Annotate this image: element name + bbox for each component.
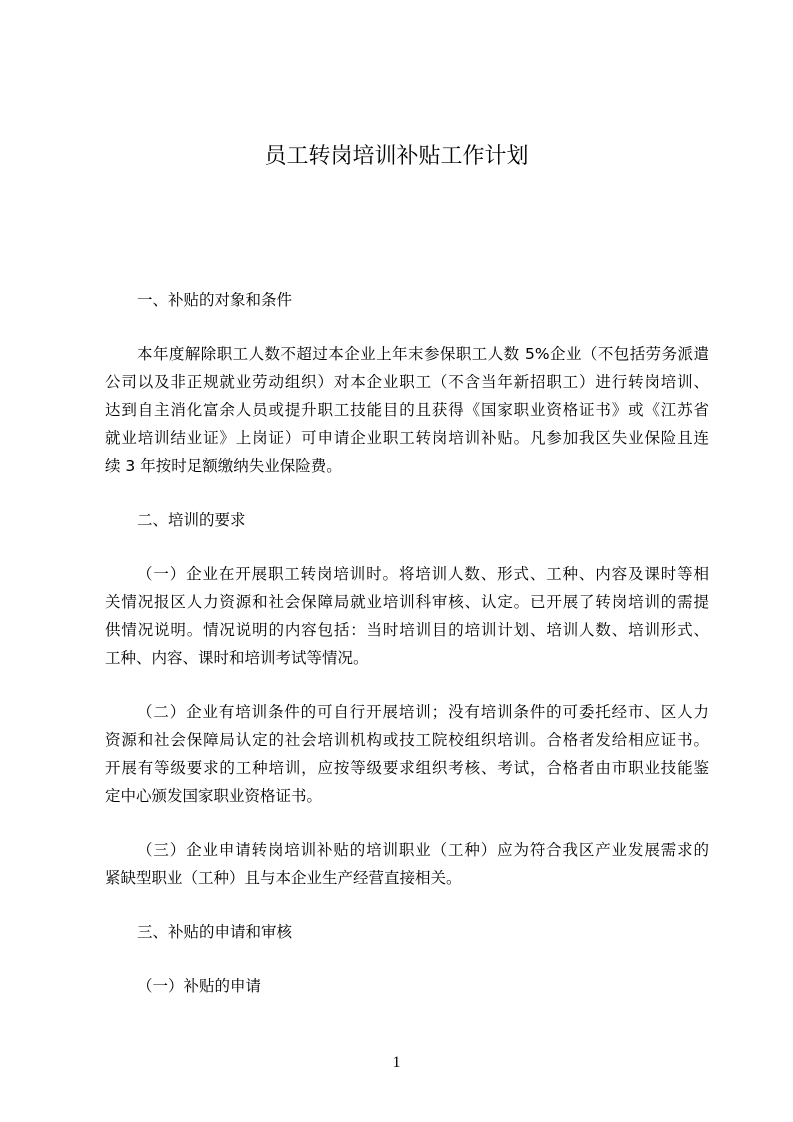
text-line: 就业培训结业证》上岗证）可申请企业职工转岗培训补贴。凡参加我区失业保险且连 bbox=[105, 429, 709, 447]
text-line: 达到自主消化富余人员或提升职工技能目的且获得《国家职业资格证书》或《江苏省 bbox=[105, 401, 709, 419]
text-line: 定中心颁发国家职业资格证书。 bbox=[105, 787, 323, 805]
document-title: 员工转岗培训补贴工作计划 bbox=[264, 144, 529, 169]
text-line: 关情况报区人力资源和社会保障局就业培训科审核、认定。已开展了转岗培训的需提 bbox=[105, 593, 709, 611]
paragraph bbox=[105, 836, 709, 892]
text-line: 资源和社会保障局认定的社会培训机构或技工院校组织培训。合格者发给相应证书。 bbox=[105, 731, 709, 749]
text-line: 二、培训的要求 bbox=[137, 511, 246, 529]
text-line: 一、补贴的对象和条件 bbox=[137, 291, 293, 309]
page-number: 1 bbox=[392, 1054, 401, 1071]
text-line: 公司以及非正规就业劳动组织）对本企业职工（不含当年新招职工）进行转岗培训、 bbox=[105, 373, 709, 391]
text-line: （三）企业申请转岗培训补贴的培训职业（工种）应为符合我区产业发展需求的 bbox=[137, 841, 709, 859]
section-heading bbox=[105, 918, 709, 946]
text-line: 供情况说明。情况说明的内容包括：当时培训目的培训计划、培训人数、培训形式、 bbox=[105, 621, 709, 639]
text-line: 开展有等级要求的工种培训，应按等级要求组织考核、考试，合格者由市职业技能鉴 bbox=[105, 759, 709, 777]
section-heading bbox=[105, 286, 709, 314]
document-body bbox=[105, 286, 709, 1026]
text-line: 三、补贴的申请和审核 bbox=[137, 923, 293, 941]
paragraph bbox=[105, 698, 709, 810]
text-line: 续 3 年按时足额缴纳失业保险费。 bbox=[105, 457, 342, 475]
section-heading bbox=[105, 506, 709, 534]
text-line: （二）企业有培训条件的可自行开展培训；没有培训条件的可委托经市、区人力 bbox=[137, 703, 709, 721]
text-line: （一）补贴的申请 bbox=[137, 977, 262, 995]
text-line: （一）企业在开展职工转岗培训时。将培训人数、形式、工种、内容及课时等相 bbox=[137, 565, 709, 583]
paragraph bbox=[105, 560, 709, 672]
paragraph bbox=[105, 340, 709, 480]
text-line: 紧缺型职业（工种）且与本企业生产经营直接相关。 bbox=[105, 869, 462, 887]
text-line: 本年度解除职工人数不超过本企业上年末参保职工人数 5%企业（不包括劳务派遣 bbox=[137, 345, 709, 363]
text-line: 工种、内容、课时和培训考试等情况。 bbox=[105, 649, 369, 667]
section-heading bbox=[105, 972, 709, 1000]
